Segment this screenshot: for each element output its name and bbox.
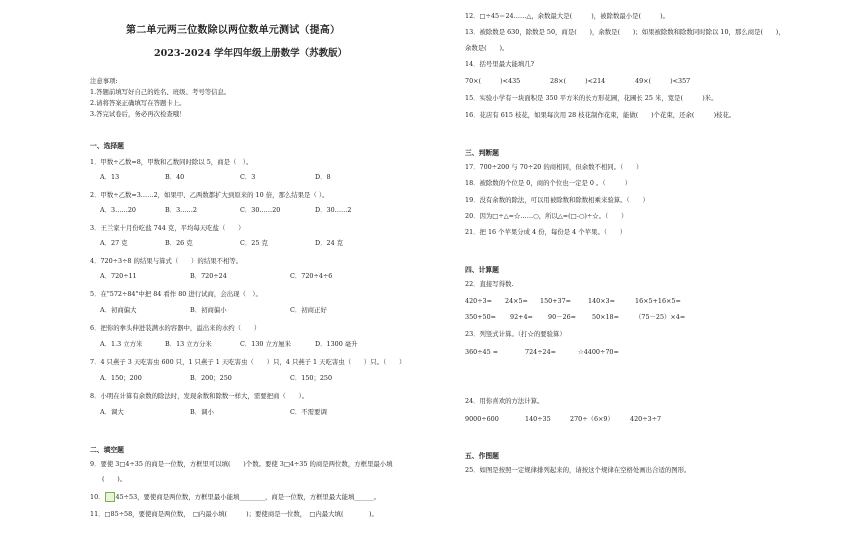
question-3: 3．王兰家十月份吃盐 744 克，平均每天吃盐（ ） — [90, 224, 245, 232]
notice-line: 3.答完试卷后，务必再次检查哦！ — [90, 110, 186, 118]
question-19: 19．没有余数的除法，可以用被除数和除数相乘来验算。（ ） — [465, 196, 649, 204]
mental-calc-item: 50×18= — [592, 313, 619, 321]
question-13-cont: 余数是( )。 — [465, 44, 509, 52]
question-15: 15．实验小学有一块面积是 350 平方米的长方形花圃，花圃长 25 米，宽是( )米。 — [465, 94, 718, 102]
question-17: 17．700÷200 与 70÷20 的商相同，但余数不相同。（ ） — [465, 163, 643, 171]
section-heading-fill: 二、填空题 — [90, 446, 124, 454]
question-2: 2．甲数÷乙数=3……2，如果甲、乙两数都扩大到原来的 10 倍，那么结果是（ ）。 — [90, 191, 329, 199]
mental-calc-item: 90－26= — [548, 313, 577, 321]
option: D．8 — [315, 173, 331, 181]
question-21: 21．把 16 个苹果分成 4 份，每份是 4 个苹果。（ ） — [465, 228, 627, 236]
question-9-cont: ( )。 — [102, 475, 127, 483]
question-13: 13．被除数是 630，除数是 50，商是( )，余数是( )；如果被除数和除数同时除以 10，那么商是( )， — [465, 28, 785, 36]
option: B．调小 — [190, 408, 214, 416]
inequality-item: 28×( )<214 — [550, 77, 606, 85]
question-7: 7．4 只燕子 3 天吃害虫 600 只，1 只燕子 1 天吃害虫（ ）只，4 只燕子 1 天吃害虫（ ）只。（ ） — [90, 358, 406, 366]
mental-calc-item: 16×5+16×5= — [635, 297, 681, 305]
mental-calc-item: 92+4= — [510, 313, 533, 321]
free-calc-item: 140÷35 — [525, 415, 551, 423]
question-10 — [90, 492, 380, 502]
option: A．13 — [100, 173, 120, 181]
section-heading-calc: 四、计算题 — [465, 266, 499, 274]
option: B．初商偏小 — [190, 306, 227, 314]
option: B．40 — [165, 173, 185, 181]
inequality-item: 70×( )<435 — [465, 77, 521, 85]
question-4: 4．720÷3÷8 的结果与算式（ ）的结果不相等。 — [90, 257, 243, 265]
option: D．1300 毫升 — [315, 340, 358, 348]
option: C．130 立方厘米 — [240, 340, 292, 348]
option: A．720÷11 — [100, 272, 137, 280]
question-6: 6．把你的拳头伸进装满水的容器中，溢出来的水约（ ） — [90, 324, 261, 332]
mental-calc-item: 24×5= — [505, 297, 528, 305]
option: A．27 克 — [100, 239, 128, 247]
option: A．3……20 — [100, 206, 136, 214]
mental-calc-item: 420÷3= — [465, 297, 492, 305]
question-10-number: 10． — [90, 493, 105, 501]
vertical-calc-item: 724÷24= — [525, 348, 557, 356]
option: B．200；250 — [190, 374, 232, 382]
vertical-calc-item: ☆4400÷70= — [578, 348, 619, 356]
option: C．不需要调 — [290, 408, 327, 416]
question-10-text: 45÷53，要使商是两位数，方框里最小能填________，商是一位数，方框里最大能填______。 — [115, 493, 380, 501]
vertical-calc-item: 360÷45 = — [465, 348, 499, 356]
inequality-item: 49×( )<357 — [635, 77, 691, 85]
free-calc-item: 270÷（6×9） — [570, 415, 614, 423]
question-18: 18．被除数的个位是 0，商的个位也一定是 0 。（ ） — [465, 179, 632, 187]
section-heading-judge: 三、判断题 — [465, 149, 499, 157]
option: C．30……20 — [240, 206, 281, 214]
free-calc-item: 9000÷600 — [465, 415, 499, 423]
mental-calc-item: （75－25）×4= — [635, 313, 686, 321]
mental-calc-item: 350+50= — [465, 313, 497, 321]
option: C．720÷4÷6 — [290, 272, 333, 280]
question-23: 23．列竖式计算。（打☆的要验算） — [465, 330, 566, 338]
option: B．720÷24 — [190, 272, 227, 280]
notice-line: 2.请将答案正确填写在答题卡上。 — [90, 99, 186, 107]
square-box-icon — [105, 492, 115, 502]
option: C．150；250 — [290, 374, 333, 382]
option: A．1.3 立方米 — [100, 340, 143, 348]
option: B．13 立方分米 — [165, 340, 212, 348]
notice-line: 1.答题前填写好自己的姓名、班级、考号等信息。 — [90, 88, 231, 96]
option: C．25 克 — [240, 239, 268, 247]
page-subtitle: 2023-2024 学年四年级上册数学（苏教版） — [154, 48, 348, 59]
question-11: 11．□85÷58，要使商是两位数， □内最小填( )；要使商是一位数， □内最大填( )。 — [90, 510, 378, 518]
question-20: 20．因为□÷△=☆……○，所以△=(□-○)÷☆。（ ） — [465, 212, 628, 220]
option: A．150；200 — [100, 374, 142, 382]
question-1: 1．甲数÷乙数=8，甲数和乙数同时除以 5，商是（ ）。 — [90, 158, 253, 166]
page-title: 第二单元两三位数除以两位数单元测试（提高） — [126, 25, 341, 36]
question-25: 25．如图是按照一定规律排列起来的，请按这个规律在空格处画出合适的图形。 — [465, 466, 691, 474]
question-5: 5．在"572÷84"中把 84 看作 80 进行试商，会出现（ ）。 — [90, 290, 262, 298]
question-24: 24．用你喜欢的方法计算。 — [465, 397, 544, 405]
option: A．调大 — [100, 408, 124, 416]
option: A．初商偏大 — [100, 306, 137, 314]
question-9: 9．要使 3□4÷35 的商是一位数，方框里可以填( )个数。要使 3□4÷35 的商是两位数，方框里最小填 — [90, 460, 393, 468]
option: B．26 克 — [165, 239, 193, 247]
question-12: 12．□÷45＝24……△，余数最大是( )，被除数最小是( )。 — [465, 12, 670, 20]
question-22: 22．直接写得数. — [465, 280, 514, 288]
question-14: 14．括号里最大能填几? — [465, 60, 535, 68]
question-8: 8．小明在计算有余数的除法时，发现余数和除数一样大，需要把商（ ）。 — [90, 392, 309, 400]
section-heading-choice: 一、选择题 — [90, 142, 124, 150]
option: B．3……2 — [165, 206, 197, 214]
question-16: 16．花店有 615 枝花，如果每次用 28 枝花制作花束，能做( )个花束，还余( )枝花。 — [465, 111, 736, 119]
option: D．30……2 — [315, 206, 352, 214]
option: D．24 克 — [315, 239, 344, 247]
section-heading-draw: 五、作图题 — [465, 452, 499, 460]
mental-calc-item: 140×3= — [588, 297, 615, 305]
mental-calc-item: 150+37= — [540, 297, 572, 305]
notice-heading: 注意事项: — [90, 77, 118, 85]
free-calc-item: 420÷3÷7 — [630, 415, 662, 423]
option: C．初商正好 — [290, 306, 327, 314]
option: C．3 — [240, 173, 256, 181]
